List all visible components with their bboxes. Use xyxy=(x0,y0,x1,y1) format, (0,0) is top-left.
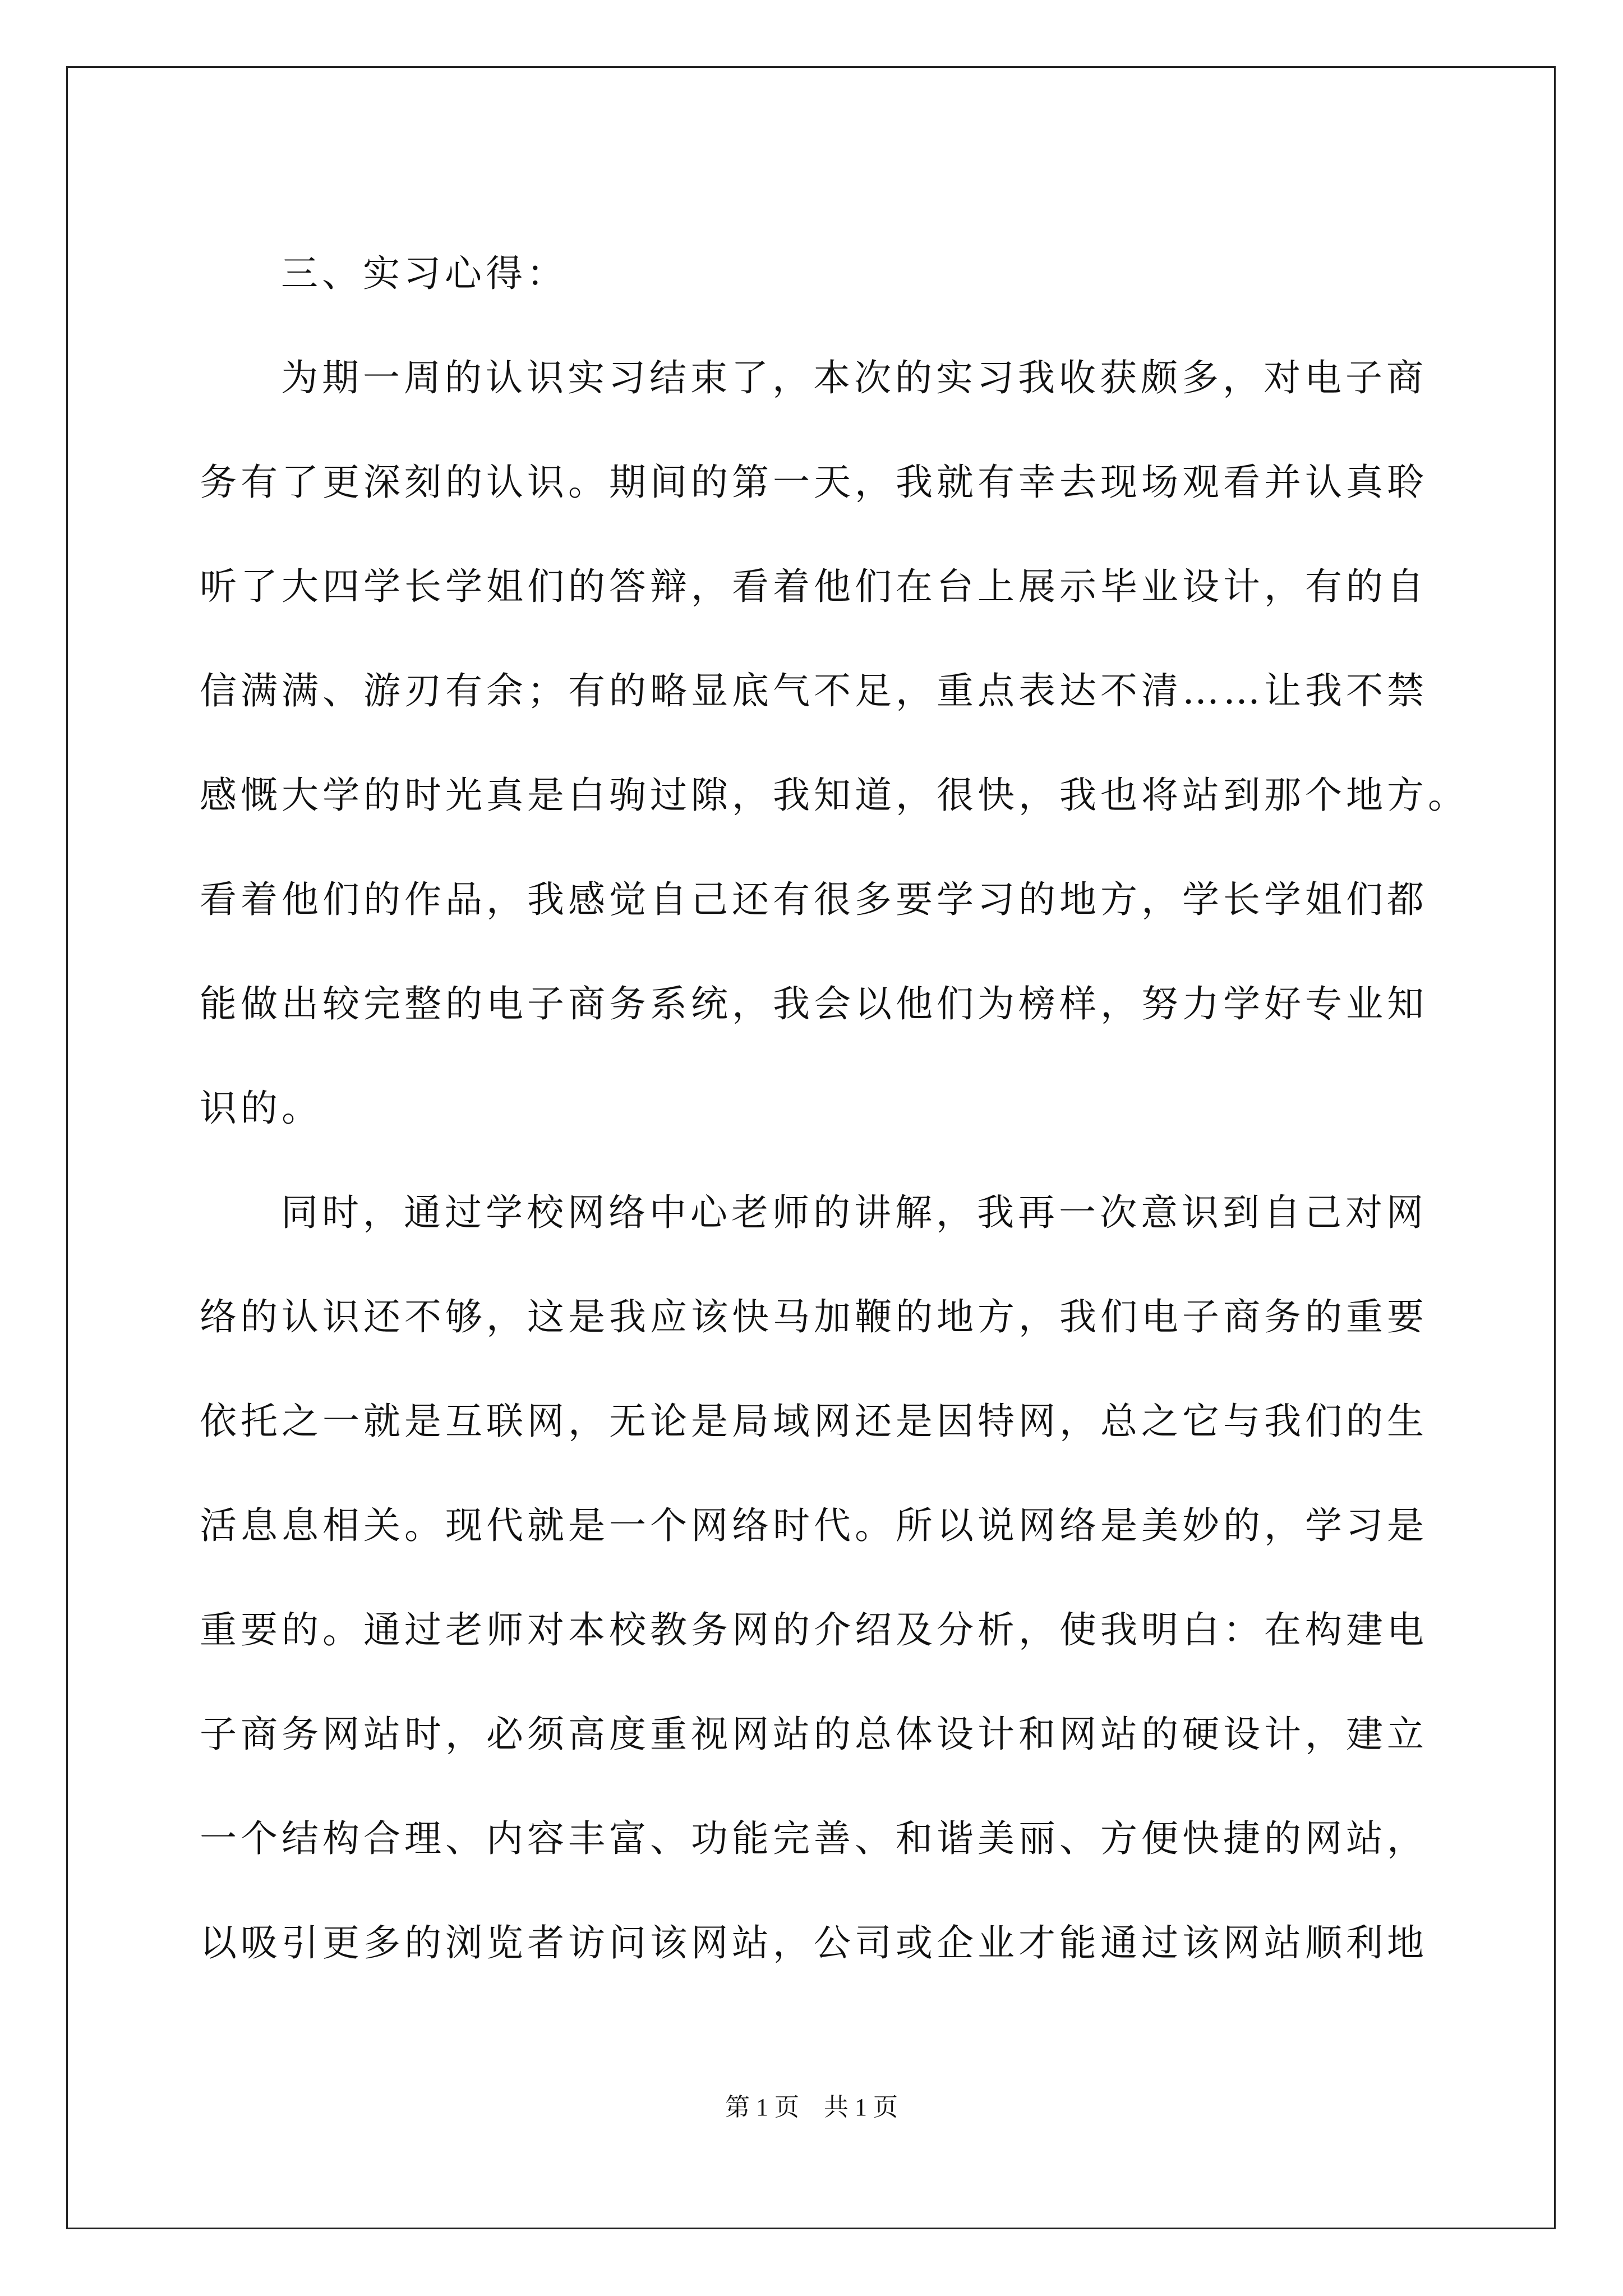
page-footer: 第 1 页 共 1 页 xyxy=(725,2093,898,2121)
paragraph-line: 以吸引更多的浏览者访问该网站，公司或企业才能通过该网站顺利地 xyxy=(200,1921,1428,1964)
paragraph-line: 络的认识还不够，这是我应该快马加鞭的地方，我们电子商务的重要 xyxy=(200,1295,1428,1338)
paragraph-line: 同时，通过学校网络中心老师的讲解，我再一次意识到自己对网 xyxy=(281,1191,1427,1234)
section-heading: 三、实习心得： xyxy=(281,252,568,295)
paragraph-line: 一个结构合理、内容丰富、功能完善、和谐美丽、方便快捷的网站， xyxy=(200,1817,1428,1860)
paragraph-line: 看着他们的作品，我感觉自己还有很多要学习的地方，学长学姐们都 xyxy=(200,878,1428,921)
paragraph-line: 活息息相关。现代就是一个网络时代。所以说网络是美妙的，学习是 xyxy=(200,1504,1428,1547)
paragraph-line: 为期一周的认识实习结束了，本次的实习我收获颇多，对电子商 xyxy=(281,356,1427,399)
paragraph-line: 务有了更深刻的认识。期间的第一天，我就有幸去现场观看并认真聆 xyxy=(200,461,1428,504)
paragraph-line: 子商务网站时，必须高度重视网站的总体设计和网站的硬设计，建立 xyxy=(200,1713,1428,1756)
paragraph-line: 识的。 xyxy=(200,1087,322,1130)
document-body xyxy=(200,222,1469,1995)
paragraph-line: 重要的。通过老师对本校教务网的介绍及分析，使我明白：在构建电 xyxy=(200,1608,1428,1651)
paragraph-1 xyxy=(200,326,1469,1161)
paragraph-line: 听了大四学长学姐们的答辩，看着他们在台上展示毕业设计，有的自 xyxy=(200,565,1428,608)
paragraph-line: 依托之一就是互联网，无论是局域网还是因特网，总之它与我们的生 xyxy=(200,1400,1428,1443)
paragraph-line: 感慨大学的时光真是白驹过隙，我知道，很快，我也将站到那个地方。 xyxy=(200,774,1469,817)
paragraph-line: 信满满、游刃有余；有的略显底气不足，重点表达不清……让我不禁 xyxy=(200,669,1428,712)
paragraph-line: 能做出较完整的电子商务系统，我会以他们为榜样，努力学好专业知 xyxy=(200,982,1428,1025)
paragraph-2 xyxy=(200,1161,1428,1995)
